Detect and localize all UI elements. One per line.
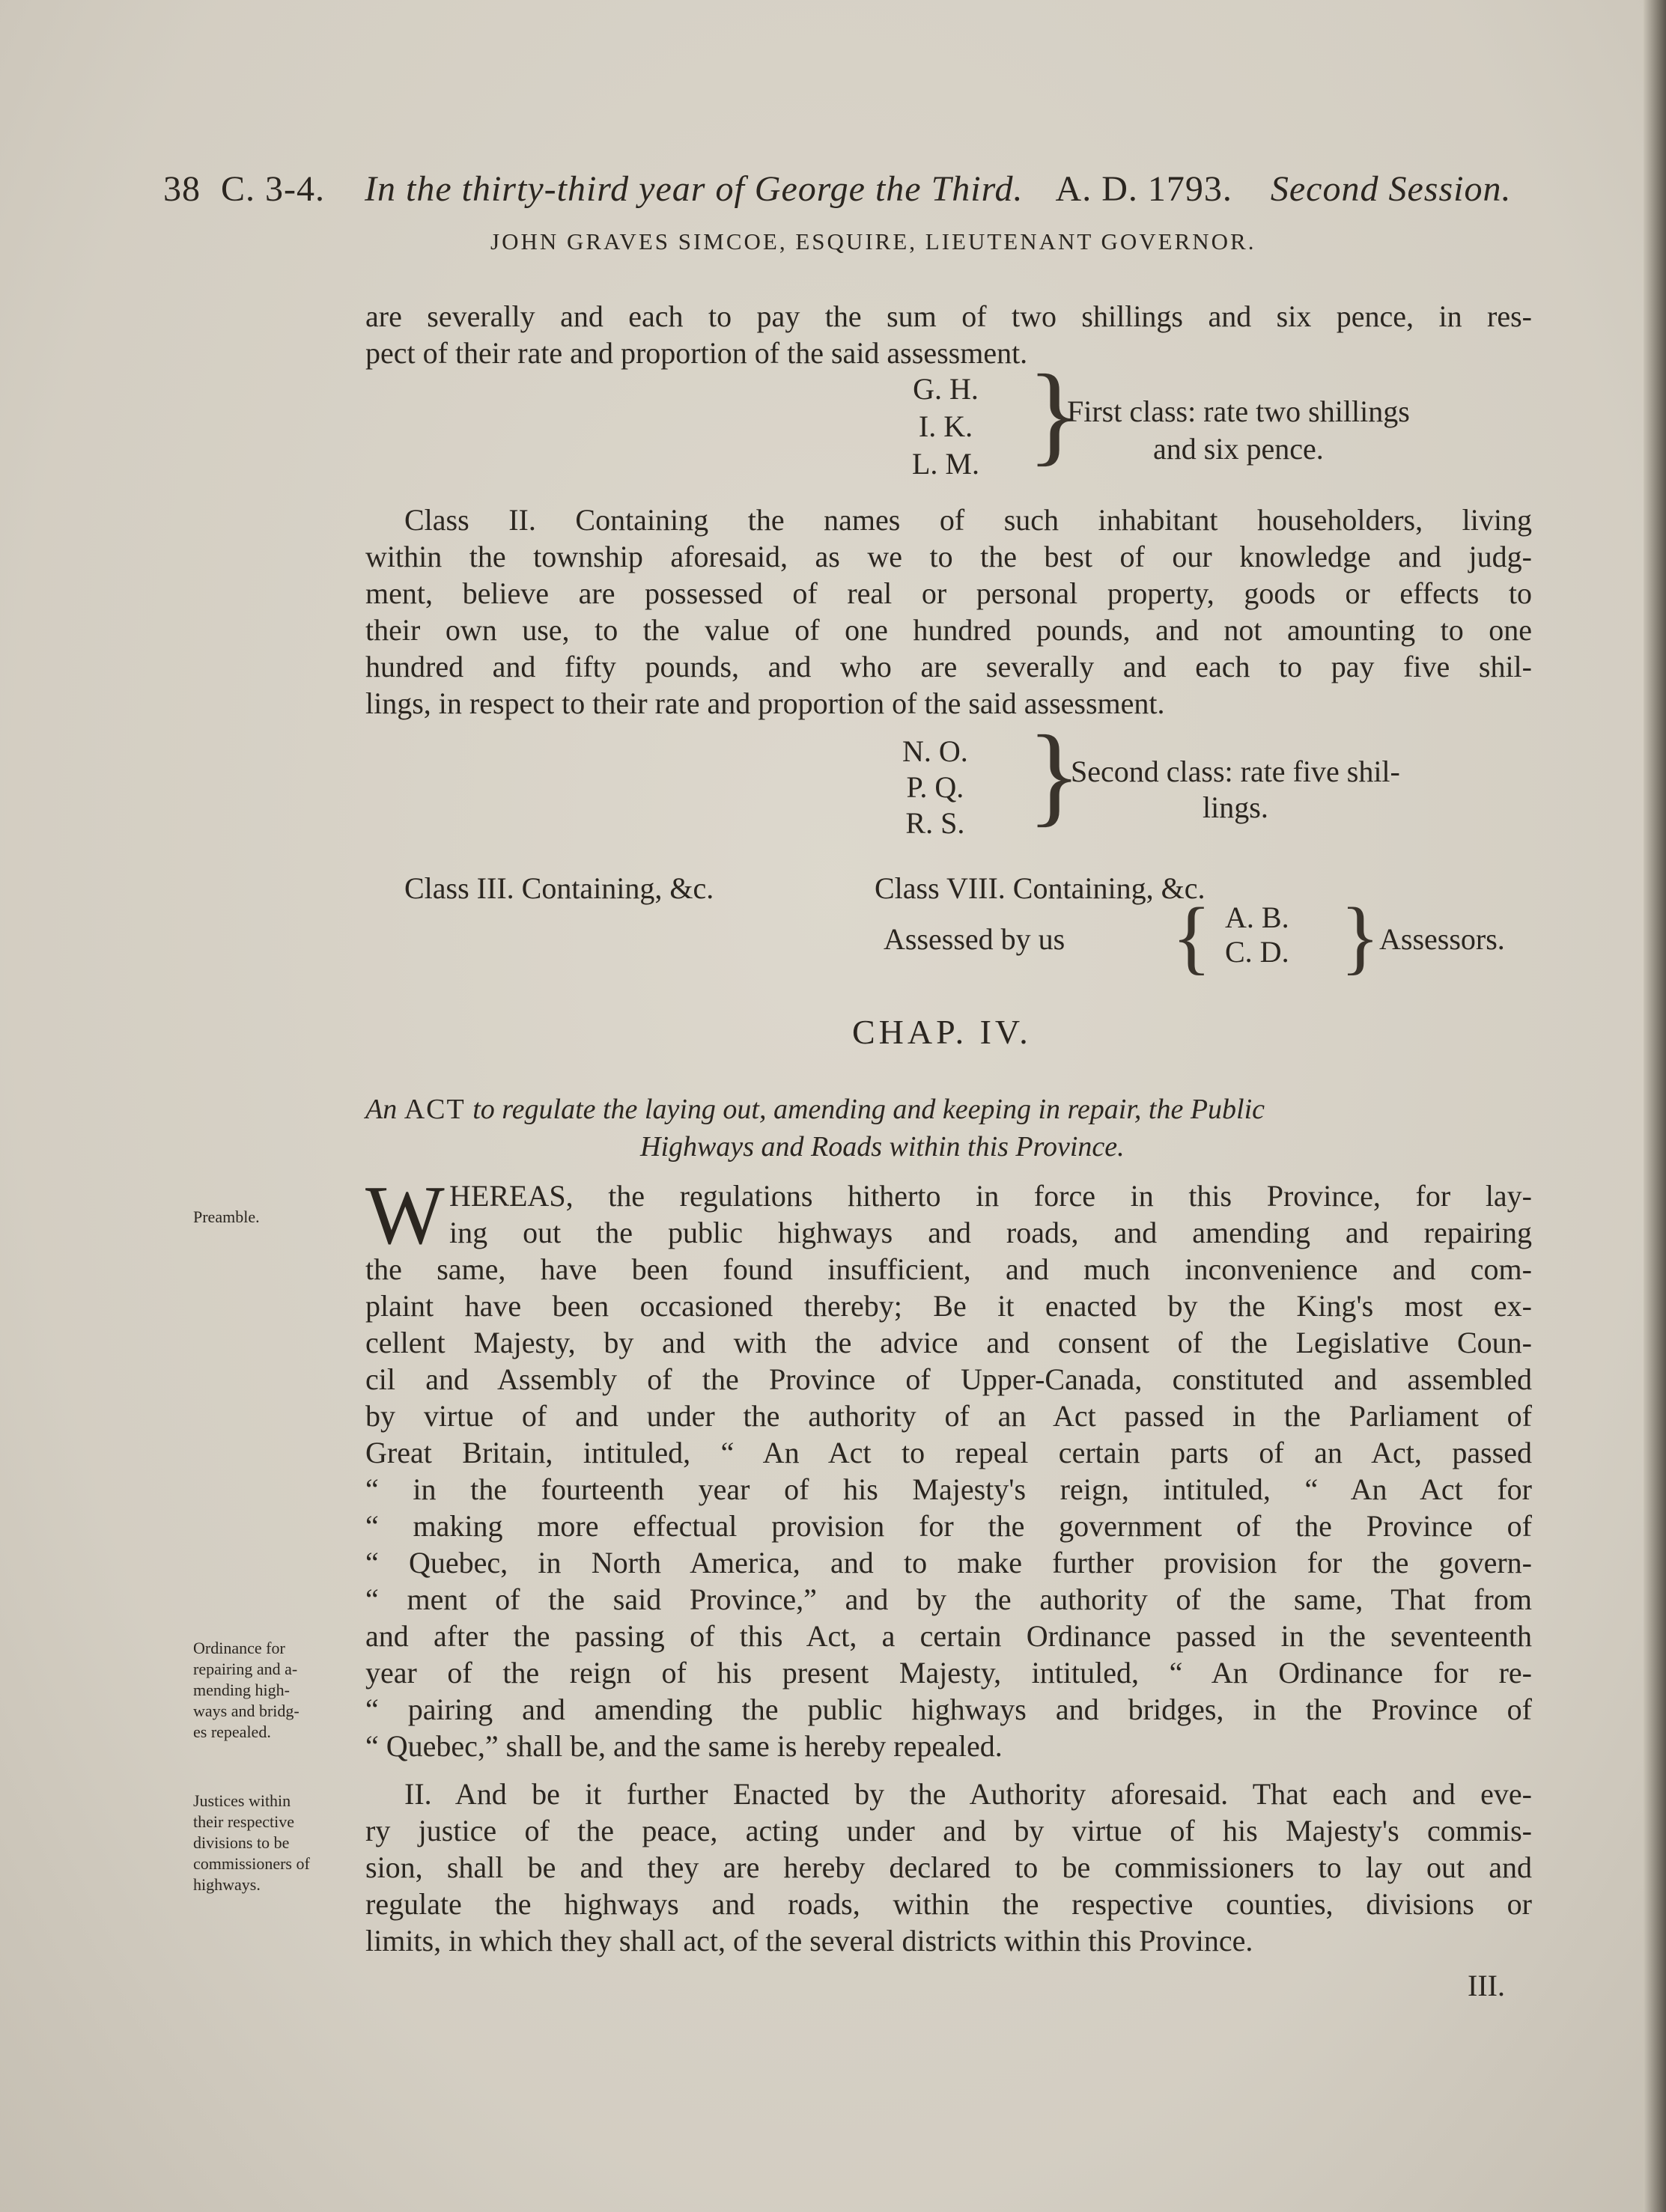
paragraph-line: plaint have been occasioned thereby; Be it enacted by the King's most ex- — [365, 1289, 1532, 1323]
paragraph-line: “ Quebec,” shall be, and the same is hereby repealed. — [365, 1729, 1003, 1763]
paragraph-line: hundred and fifty pounds, and who are severally and each to pay five shil- — [365, 650, 1532, 683]
margin-note-preamble: Preamble. — [193, 1207, 260, 1226]
paragraph-line: Great Britain, intituled, “ An Act to repeal certain parts of an Act, passed — [365, 1436, 1532, 1469]
page-number: 38 — [163, 169, 201, 209]
act-title-rest: to regulate the laying out, amending and keeping in repair, the Public — [472, 1094, 1265, 1125]
paragraph-line: HEREAS, the regulations hitherto in force in this Province, for lay- — [449, 1179, 1532, 1213]
class-letter-row: G. H. — [913, 372, 979, 406]
paragraph-line: II. And be it further Enacted by the Authority aforesaid. That each and eve- — [404, 1777, 1532, 1811]
class2-label — [1071, 754, 1400, 826]
paragraph-line: by virtue of and under the authority of an Act passed in the Parliament of — [365, 1399, 1532, 1433]
paragraph-line: their own use, to the value of one hundred pounds, and not amounting to one — [365, 613, 1532, 647]
class-letter-row: N. O. — [902, 734, 968, 768]
paragraph-line: “ pairing and amending the public highways and bridges, in the Province of — [365, 1692, 1532, 1726]
margin-note-line: ways and bridg- — [193, 1701, 300, 1720]
class8-line: Class VIII. Containing, &c. — [875, 871, 1206, 905]
assessed-close-brace: } — [1340, 891, 1380, 982]
paragraph-line: ry justice of the peace, acting under and by virtue of his Majesty's commis- — [365, 1814, 1532, 1847]
paragraph-line: are severally and each to pay the sum of two shillings and six pence, in res- — [365, 299, 1532, 333]
class1-brace: } — [1027, 352, 1081, 476]
margin-note-line: Ordinance for — [193, 1639, 285, 1657]
paragraph-line: pect of their rate and proportion of the said assessment. — [365, 336, 1028, 370]
class1-letters — [912, 371, 979, 483]
margin-note-line: divisions to be — [193, 1833, 290, 1852]
assessor-names — [1225, 901, 1289, 969]
act-title-prefix: An — [365, 1094, 398, 1125]
class-label-line: and six pence. — [1153, 432, 1324, 466]
header-year: A. D. 1793. — [1055, 169, 1232, 209]
paragraph-line: “ in the fourteenth year of his Majesty's reign, intituled, “ An Act for — [365, 1472, 1532, 1506]
assessor-name: A. B. — [1225, 901, 1289, 934]
class-label-line: Second class: rate five shil- — [1071, 755, 1400, 788]
margin-note-line: repairing and a- — [193, 1660, 298, 1678]
margin-note-line: mending high- — [193, 1681, 290, 1699]
header-title: In the thirty-third year of George the Third. — [365, 169, 1024, 209]
header-session: Second Session. — [1270, 169, 1512, 209]
paragraph-line: ment, believe are possessed of real or personal property, goods or effects to — [365, 576, 1532, 610]
running-subheader: JOHN GRAVES SIMCOE, ESQUIRE, LIEUTENANT GOVERNOR. — [490, 228, 1256, 255]
class2-paragraph — [365, 502, 1532, 722]
class-label-line: First class: rate two shillings — [1067, 394, 1410, 428]
paragraph-line: ing out the public highways and roads, and amending and repairing — [449, 1216, 1532, 1249]
class1-label — [1067, 393, 1410, 468]
assessed-label: Assessed by us — [884, 922, 1065, 956]
margin-note-line: their respective — [193, 1812, 294, 1831]
paragraph-line: regulate the highways and roads, within the respective counties, divisions or — [365, 1887, 1532, 1921]
class2-brace: } — [1027, 713, 1081, 837]
paragraph-line: the same, have been found insufficient, and much inconvenience and com- — [365, 1252, 1532, 1286]
paragraph-line: cellent Majesty, by and with the advice and consent of the Legislative Coun- — [365, 1326, 1532, 1359]
act-title-act: ACT — [404, 1094, 466, 1125]
chapter-heading: CHAP. IV. — [852, 1013, 1032, 1051]
margin-note-justices — [193, 1791, 310, 1895]
margin-note-ordinance — [193, 1638, 300, 1743]
preamble-paragraph — [365, 1177, 1532, 1764]
paragraph-line: within the township aforesaid, as we to the best of our knowledge and judg- — [365, 540, 1532, 573]
first-paragraph — [365, 298, 1532, 371]
assessor-name: C. D. — [1225, 935, 1289, 969]
paragraph-line: cil and Assembly of the Province of Upper-Canada, constituted and assembled — [365, 1362, 1532, 1396]
class-label-line: lings. — [1203, 790, 1268, 824]
paragraph-line: Class II. Containing the names of such inhabitant householders, living — [404, 503, 1532, 537]
paragraph-line: lings, in respect to their rate and proportion of the said assessment. — [365, 686, 1165, 720]
class-letter-row: P. Q. — [906, 770, 964, 804]
assessors-role: Assessors. — [1379, 922, 1505, 956]
act-title-line2: Highways and Roads within this Province. — [640, 1131, 1125, 1163]
class3-line: Class III. Containing, &c. — [404, 871, 714, 905]
drop-cap: W — [365, 1169, 445, 1262]
class-letter-row: R. S. — [905, 806, 965, 840]
paragraph-line: “ making more effectual provision for the government of the Province of — [365, 1509, 1532, 1543]
paragraph-line: sion, shall be and they are hereby declared to be commissioners to lay out and — [365, 1850, 1532, 1884]
catchword: III. — [1468, 1969, 1505, 2002]
paragraph-line: limits, in which they shall act, of the several districts within this Province. — [365, 1924, 1253, 1957]
page-gutter-shadow — [1644, 0, 1666, 2212]
class2-letters — [902, 734, 968, 841]
act-title-line1 — [365, 1091, 1265, 1128]
running-header — [163, 168, 1511, 210]
chapter-reference: C. 3-4. — [221, 169, 325, 209]
class-letter-row: I. K. — [918, 409, 973, 443]
margin-note-line: es repealed. — [193, 1722, 271, 1741]
margin-note-line: highways. — [193, 1875, 261, 1894]
margin-note-line: commissioners of — [193, 1854, 310, 1873]
class-letter-row: L. M. — [912, 447, 979, 481]
paragraph-line: year of the reign of his present Majesty, intituled, “ An Ordinance for re- — [365, 1656, 1532, 1690]
paragraph-line: “ Quebec, in North America, and to make further provision for the govern- — [365, 1546, 1532, 1579]
assessed-open-brace: { — [1172, 891, 1212, 982]
section2-paragraph — [365, 1776, 1532, 1959]
paragraph-line: “ ment of the said Province,” and by the authority of the same, That from — [365, 1582, 1532, 1616]
margin-note-line: Justices within — [193, 1791, 291, 1810]
paragraph-line: and after the passing of this Act, a certain Ordinance passed in the seventeenth — [365, 1619, 1532, 1653]
